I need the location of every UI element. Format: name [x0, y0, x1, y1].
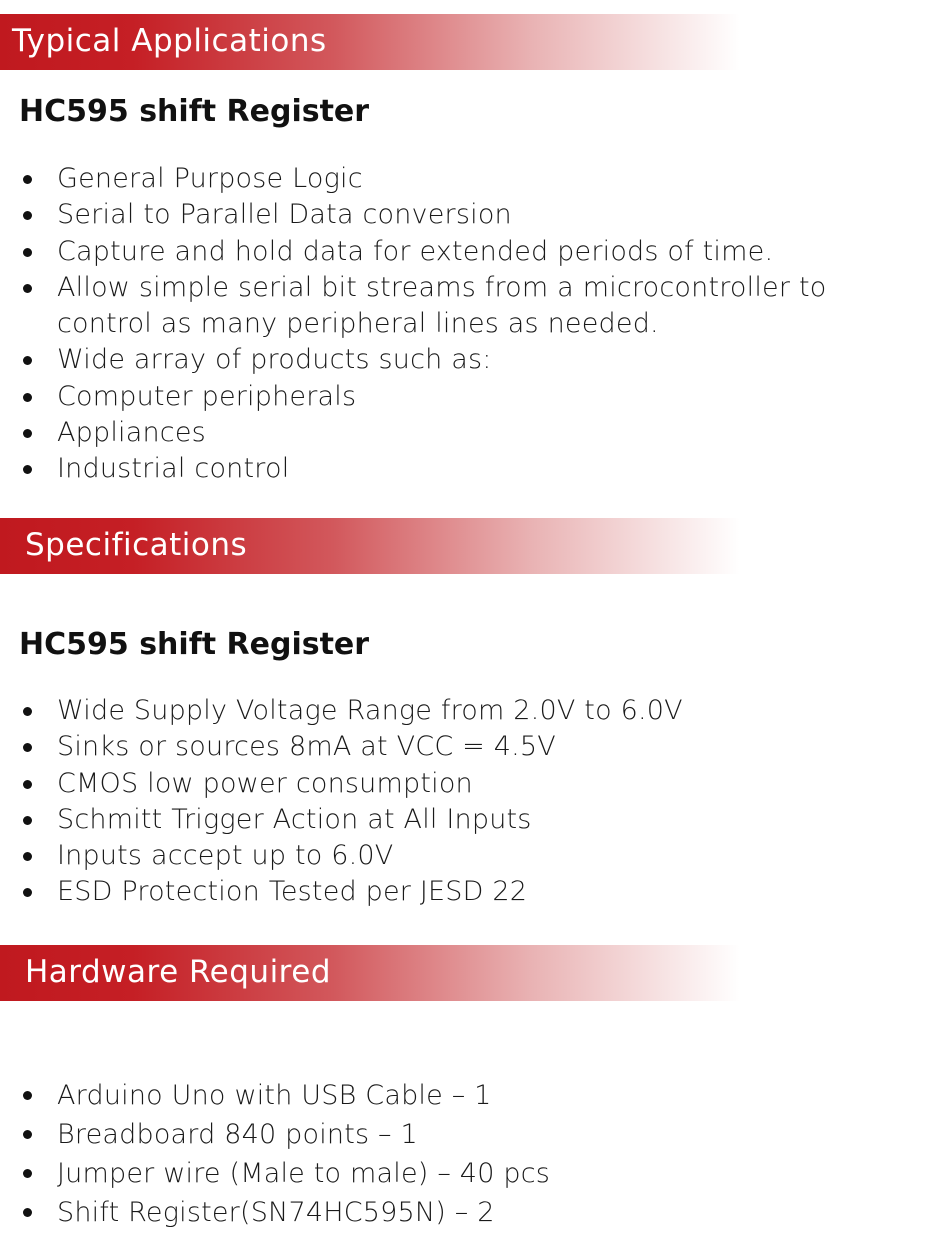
bullet-icon — [23, 211, 32, 220]
bullet-icon — [23, 852, 32, 861]
list-item: Industrial control — [0, 451, 926, 487]
section-subheading: HC595 shift Register — [19, 94, 370, 129]
bullet-icon — [23, 1169, 32, 1178]
section-title: Hardware Required — [25, 954, 331, 990]
bullet-icon — [23, 1091, 32, 1100]
list-item: Wide Supply Voltage Range from 2.0V to 6.0V — [0, 693, 926, 729]
list-item: Capture and hold data for extended periods of time. — [0, 234, 926, 270]
bullet-icon — [23, 888, 32, 897]
list-item: Breadboard 840 points – 1 — [0, 1115, 926, 1154]
list-item: CMOS low power consumption — [0, 766, 926, 802]
section-subheading: HC595 shift Register — [19, 627, 370, 662]
list-item: Allow simple serial bit streams from a microcontroller to control as many peripheral lines as needed. — [0, 270, 926, 343]
section-banner-typical-applications — [0, 14, 740, 70]
list-item: Schmitt Trigger Action at All Inputs — [0, 802, 926, 838]
list-item: ESD Protection Tested per JESD 22 — [0, 874, 926, 910]
bullet-icon — [23, 284, 32, 293]
bullet-icon — [23, 248, 32, 257]
list-item: Sinks or sources 8mA at VCC = 4.5V — [0, 729, 926, 765]
list-item: Computer peripherals — [0, 379, 926, 415]
bullet-icon — [23, 743, 32, 752]
section-title: Typical Applications — [12, 23, 327, 59]
bullet-icon — [23, 429, 32, 438]
list-item: Jumper wire (Male to male) – 40 pcs — [0, 1154, 926, 1193]
hardware-list — [0, 1076, 926, 1232]
list-item: Appliances — [0, 415, 926, 451]
list-item: Shift Register(SN74HC595N) – 2 — [0, 1193, 926, 1232]
bullet-icon — [23, 816, 32, 825]
bullet-icon — [23, 1130, 32, 1139]
list-item: General Purpose Logic — [0, 161, 926, 197]
bullet-icon — [23, 780, 32, 789]
list-item: Arduino Uno with USB Cable – 1 — [0, 1076, 926, 1115]
bullet-icon — [23, 707, 32, 716]
bullet-icon — [23, 175, 32, 184]
bullet-icon — [23, 1208, 32, 1217]
bullet-icon — [23, 393, 32, 402]
section-banner-hardware-required — [0, 945, 740, 1001]
applications-list — [0, 161, 926, 488]
section-title: Specifications — [25, 527, 248, 563]
list-item: Serial to Parallel Data conversion — [0, 197, 926, 233]
specifications-list — [0, 693, 926, 911]
section-banner-specifications — [0, 518, 740, 574]
list-item: Wide array of products such as: — [0, 342, 926, 378]
bullet-icon — [23, 356, 32, 365]
list-item: Inputs accept up to 6.0V — [0, 838, 926, 874]
bullet-icon — [23, 465, 32, 474]
